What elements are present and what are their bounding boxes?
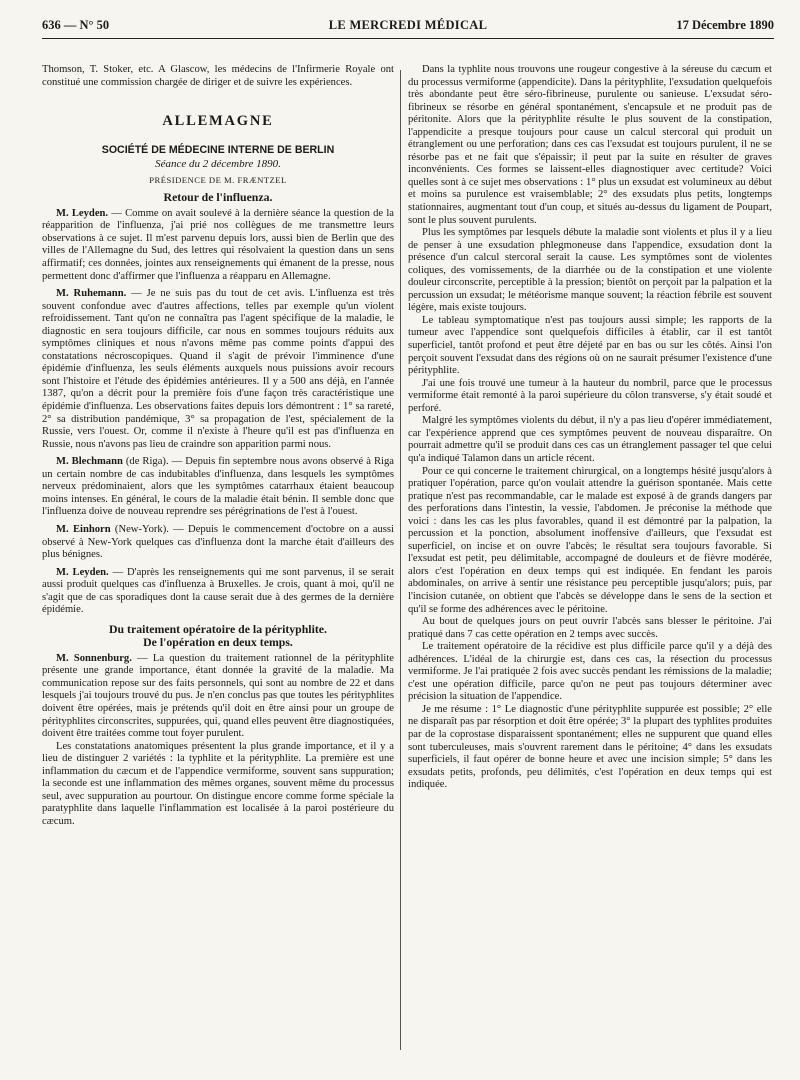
journal-title: LE MERCREDI MÉDICAL — [328, 18, 488, 32]
speech-text: (de Riga). — Depuis fin septembre nous avons observé à Riga un certain nombre de cas indubitables d'influenza, dans lesquels les symptômes nerveux prédominaient, alors que les symptômes catarrhaux étaient beaucoup moins intenses. En général, le cours de la maladie était bénin. Il semble donc que l'influenza doive de nouveau reprendre ses pérégrinations de l'est à l'ouest. — [42, 456, 394, 518]
left-column — [42, 64, 394, 1058]
paragraph-anatomie: Les constatations anatomiques présentent la plus grande importance, et il y a lieu de distinguer 2 variétés : la typhlite et la pérityphlite. La première est une inflammation du cæcum et de l'appendice vermiforme, souvent sans suppuration; la seconde est une inflammation des mêmes organes, souvent même du processus seul, avec suppuration au pourtour. On distingue encore comme forme spéciale la paratyphlite dans laquelle l'inflammation est localisée à la paroi postérieure du cæcum. — [42, 740, 394, 827]
presidence-line: PRÉSIDENCE DE M. FRÆNTZEL — [149, 174, 287, 185]
speaker-name: M. Sonnenburg. — [56, 652, 132, 664]
paragraph-tableau: Le tableau symptomatique n'est pas toujours aussi simple; les rapports de la tumeur avec l'appendice sont quelquefois difficiles à établir, car il est tantôt superficiel, tantôt profond et peut être déjeté par en bas ou sur les côtés. Ainsi l'on perçoit souvent l'exsudat dans des régions où on ne saurait présumer l'existence d'une pérityphlite. — [408, 314, 772, 377]
paragraph-blechmann — [42, 456, 394, 519]
section-title-perityphlite — [42, 623, 394, 649]
paragraph-resume: Je me résume : 1° Le diagnostic d'une pérityphlite suppurée est possible; 2° elle ne disparaît pas par résorption et doit être opérée; 3° la plupart des typhlites produites par de la coprostase disparaissent spontanément; elles ne suppurent que quand elles sont tuberculeuses, mais s'ouvrent rarement dans le péritoine; 4° dans les exsudats superficiels, il faut opérer de bonne heure et avec une incision simple; 5° dans les exsudats petits, profonds, peu délimités, c'est l'opération en deux temps qui est indiquée. — [408, 703, 772, 791]
speaker-name: M. Einhorn — [56, 523, 111, 535]
section-title-line-1: Du traitement opératoire de la pérityphlite. — [109, 621, 327, 636]
section-title-influenza: Retour de l'influenza. — [163, 190, 273, 205]
section-title-line-2: De l'opération en deux temps. — [143, 634, 293, 649]
speaker-name: M. Leyden. — [56, 207, 109, 219]
speech-text: (New-York). — Depuis le commencement d'octobre on a aussi observé à New-York quelques cas d'influenza dont la marche était d'ailleurs des plus bénignes. — [42, 523, 394, 561]
paragraph-tumeur: J'ai une fois trouvé une tumeur à la hauteur du nombril, parce que le processus vermiforme était remonté à la paroi supérieure du côlon transverse, s'y était soudé et perforé. — [408, 377, 772, 414]
issue-date: 17 Décembre 1890 — [676, 18, 774, 32]
paragraph-sonnenburg — [42, 653, 394, 741]
speaker-name: M. Leyden. — [56, 566, 109, 578]
paragraph-ruhemann — [42, 288, 394, 451]
session-date: Séance du 2 décembre 1890. — [155, 158, 281, 171]
paragraph-typhlite: Dans la typhlite nous trouvons une rougeur congestive à la séreuse du cæcum et du processus vermiforme (appendicite). Dans la pérityphlite, l'exsudation quelquefois très abondante peut être séro-fibrineuse, purulente ou sanieuse. L'exsudat séro-fibrineux se résorbe en général spontanément, s'encapsule et ne produit pas de péritonite. Alors que la pérityphlite résulte le plus souvent de la constipation, l'appendicite a presque toujours pour cause un calcul stercoral qui produit un étranglement ou une perforation; dans ces cas l'exsudat est toujours purulent, il ne se résorbe pas et ne fait que s'épaissir; il peut par la suite en résulter de graves inconvénients. Ces formes se laissent-elles diagnostiquer avec certitude? Voici quelles sont à ce sujet mes observations : 1° plus un exsudat est volumineux au début et moins sa purulence est vraisemblable; 2° des exsudats plus petits, longtemps stationnaires, augmentant tout d'un coup, et situés au-dessus du ligament de Poupart, sont le plus souvent purulents. — [408, 64, 772, 226]
speaker-name: M. Ruhemann. — [56, 288, 127, 300]
paragraph-traitement: Pour ce qui concerne le traitement chirurgical, on a longtemps hésité jusqu'alors à pratiquer l'opération, parce qu'on voulait attendre la guérison spontanée. Mais cette pratique n'est pas recommandable, car le malade est exposé à de grands dangers par des perforations dans l'intestin, la vessie, l'abdomen. Je préconise la méthode que voici : dans les cas les plus favorables, quand il est démontré par la palpation, la percussion et la ponction, absolument inoffensive d'ailleurs, que l'exsudat est superficiel, on incise et on ouvre l'abcès; le résultat sera toujours favorable. Si l'exsudat est petit, peu délimitable, accompagné de douleurs et de fièvre modérée, alors c'est l'opération en deux temps qui est indiquée. En fendant les parois abdominales, on arrive à sentir une résistance peu perceptible jusqu'alors; puis, par l'incision cutanée, on obtient que l'abcès se développe dans le sens de la section et qu'il se forme des adhérences avec le péritoine. — [408, 465, 772, 615]
paragraph-einhorn — [42, 524, 394, 562]
speech-text: — Comme on avait soulevé à la dernière séance la question de la réapparition de l'influenza, j'ai prié nos collègues de me transmettre leurs observations à ce sujet. Il m'est parvenu depuis lors, aussi bien de Berlin que des villes de l'Allemagne du Sud, des lettres qui résolvaient la question dans un sens affirmatif; ces données, jointes aux renseignements qui émanent de la presse, nous permettent donc d'affirmer que l'influenza a réapparu en Allemagne. — [42, 207, 394, 282]
speech-text: — D'après les renseignements qui me sont parvenus, il se serait aussi produit quelques cas d'influenza à Bruxelles. Je crois, quant à moi, qu'il ne s'agit que de cas sporadiques dont la cause serait due à des germes de la dernière épidémie. — [42, 566, 394, 616]
running-header — [42, 16, 774, 39]
paragraph-malgre: Malgré les symptômes violents du début, il n'y a pas lieu d'opérer immédiatement, car l'expérience apprend que ces symptômes peuvent de nouveau disparaître. On pourrait admettre qu'il se produit dans ces cas un étranglement passager tel que celui qu'a indiqué Talamon dans un article récent. — [408, 415, 772, 464]
speech-text: — Je ne suis pas du tout de cet avis. L'influenza est très souvent confondue avec d'autres affections, telles par exemple qu'un violent refroidissement. Tant qu'on ne connaîtra pas l'agent spécifique de la maladie, le diagnostic en sera toujours difficile, car nous en sommes toujours réduits aux symptômes cliniques et nous n'avons même pas comme points d'appui des constatations nécroscopiques. Quand il s'agit de prévoir l'imminence d'une épidémie d'influenza, les seuls éléments auxquels nous puissions avoir recours sont l'histoire et l'étude des épidémies antérieures. Il y a 500 ans déjà, en l'année 1387, qu'on a décrit pour la première fois d'une façon très caractéristique une épidémie d'influenza. Les observations faites depuis lors démontrent : 1° sa rareté, 2° sa distribution pandémique, 3° sa propagation de l'est, spécialement de la Russie, vers l'ouest. Or, comme il n'existe à l'heure qu'il est pas d'influenza en Russie, nous n'avons pas lieu de craindre son apparition parmi nous. — [42, 288, 394, 450]
society-title: SOCIÉTÉ DE MÉDECINE INTERNE DE BERLIN — [101, 143, 335, 156]
right-column — [408, 64, 772, 1058]
speech-text: — La question du traitement rationnel de la pérityphlite présente une grande importance, étant donnée la gravité de la maladie. Ma communication repose sur des faits personnels, qui sont au nombre de 22 et dans lesquels j'ai toujours trouvé du pus. Je n'en conclus pas que toutes les pérityphlites doivent être opérées, mais je prétends qu'il doit en être ainsi pour un groupe de pérityphlites circonscrites, suppurées, qui, quand elles peuvent être diagnostiquées, doivent être traitées comme tout foyer purulent. — [42, 652, 394, 740]
intro-paragraph: Thomson, T. Stoker, etc. A Glascow, les médecins de l'Infirmerie Royale ont constitué une commission chargée de diriger et de suivre les expériences. — [42, 64, 394, 88]
country-heading: ALLEMAGNE — [162, 113, 274, 130]
paragraph-symptomes: Plus les symptômes par lesquels débute la maladie sont violents et plus il y a lieu de penser à une exsudation phlegmoneuse dans l'appendice, exsudation dont la présence d'un calcul stercoral serait la cause. Les symptômes sont de violentes coliques, des vomissements, de la diarrhée ou de la constipation et une violente douleur circonscrite, perceptible à la pression; bientôt on perçoit par la palpation et la percussion un exsudat; le météorisme manque souvent; la réaction fébrile est souvent légère, mais existe toujours. — [408, 227, 772, 314]
page-number: 636 — N° 50 — [42, 18, 110, 32]
paragraph-abces: Au bout de quelques jours on peut ouvrir l'abcès sans blesser le péritoine. J'ai pratiqué dans 7 cas cette opération en 2 temps avec succès. — [408, 616, 772, 640]
speaker-name: M. Blechmann — [56, 456, 123, 468]
column-divider — [400, 70, 401, 1050]
paragraph-leyden-2 — [42, 567, 394, 617]
paragraph-recidive: Le traitement opératoire de la récidive est plus difficile parce qu'il y a déjà des adhérences. L'idéal de la chirurgie est, dans ces cas, la résection du processus vermiforme. Je l'ai pratiquée 2 fois avec succès pendant les rémissions de la maladie; c'est une opération difficile, parce qu'on ne peut pas toujours déterminer avec précision la situation de l'appendice. — [408, 641, 772, 703]
paragraph-leyden-1 — [42, 208, 394, 283]
